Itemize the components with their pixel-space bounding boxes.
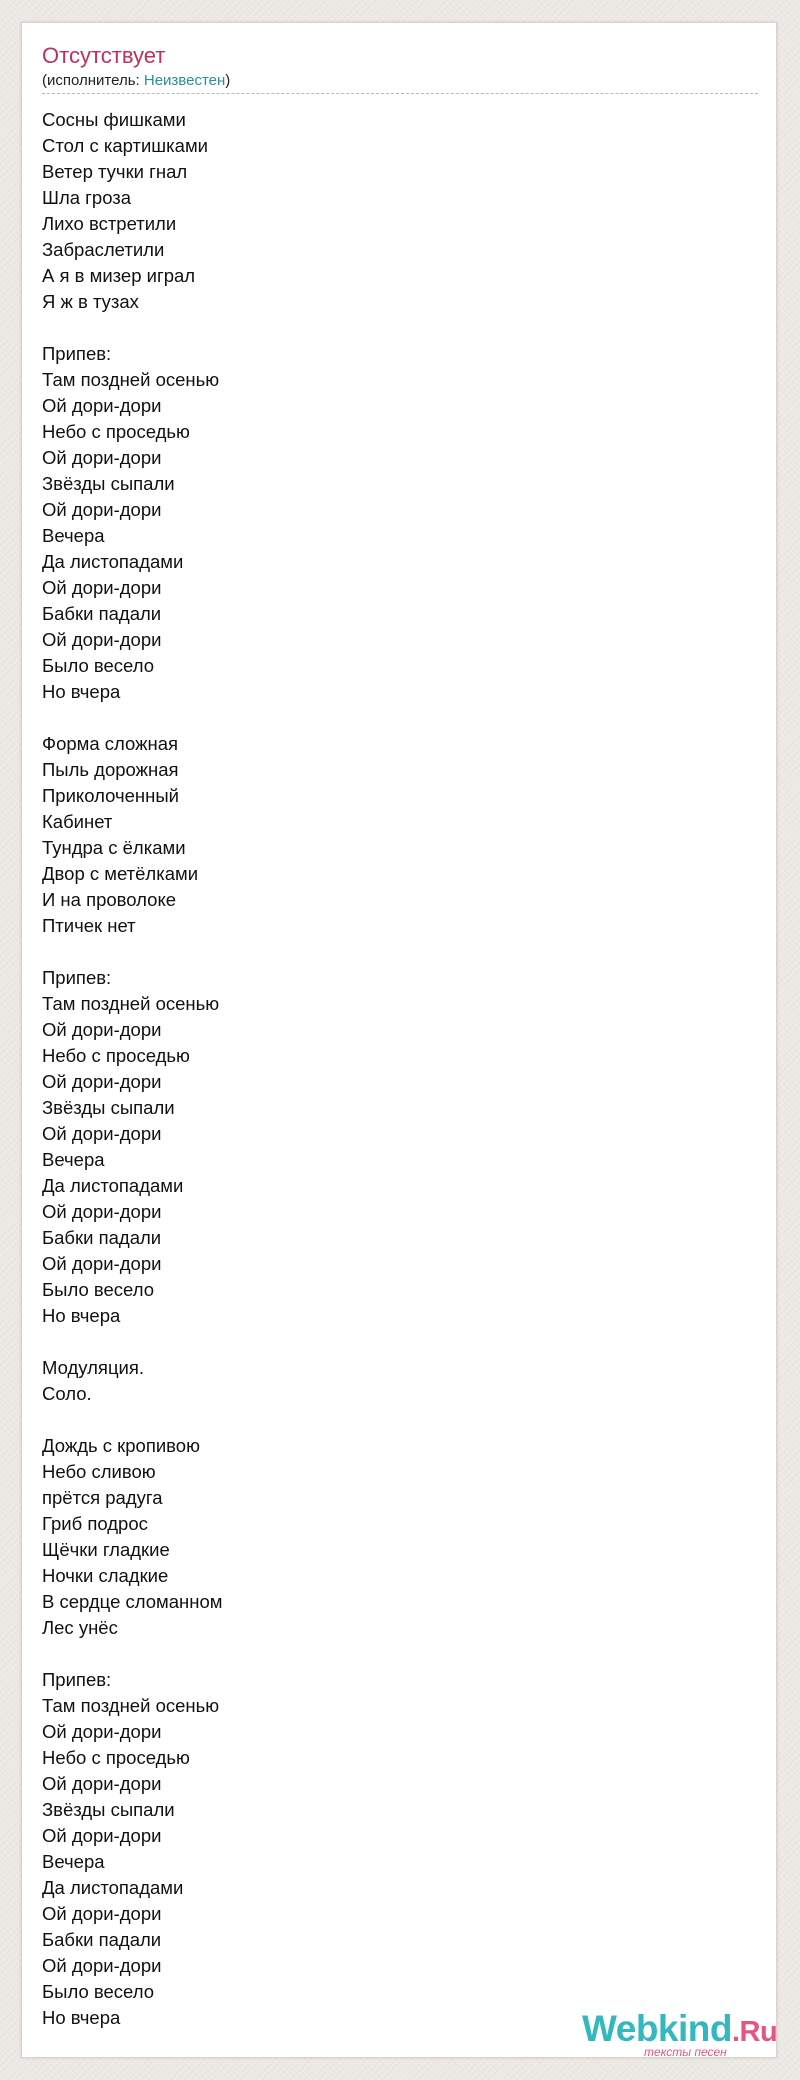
lyric-line: Ветер тучки гнал [42, 161, 188, 182]
lyric-line: В сердце сломанном [42, 1591, 223, 1612]
lyric-line: Дождь с кропивою [42, 1435, 200, 1456]
lyric-line: Вечера [42, 525, 105, 546]
stanza [42, 731, 742, 939]
lyric-line: Но вчера [42, 2007, 121, 2028]
lyric-line: Ой дори-дори [42, 1201, 162, 1222]
lyric-line: Ночки сладкие [42, 1565, 169, 1586]
lyric-line: Да листопадами [42, 1877, 184, 1898]
lyric-line: Модуляция. [42, 1357, 145, 1378]
lyric-line: Приколоченный [42, 785, 179, 806]
stanza [42, 1433, 742, 1641]
lyric-line: Лихо встретили [42, 213, 177, 234]
lyric-line: Вечера [42, 1149, 105, 1170]
lyric-line: Я ж в тузах [42, 291, 139, 312]
lyric-line: Ой дори-дори [42, 447, 162, 468]
lyric-line: Пыль дорожная [42, 759, 179, 780]
lyric-line: Ой дори-дори [42, 577, 162, 598]
lyric-line: Да листопадами [42, 551, 184, 572]
lyric-line: Звёзды сыпали [42, 1097, 175, 1118]
lyric-line: И на проволоке [42, 889, 177, 910]
lyric-line: Форма сложная [42, 733, 179, 754]
stanza [42, 107, 742, 315]
lyrics-card [21, 22, 777, 2058]
artist-line [42, 72, 230, 90]
artist-suffix: ) [225, 72, 231, 89]
lyric-line: Небо с проседью [42, 1045, 190, 1066]
logo-name: Webkind [582, 2008, 732, 2049]
lyric-line: Кабинет [42, 811, 113, 832]
lyric-line: Ой дори-дори [42, 629, 162, 650]
stanza [42, 1355, 742, 1407]
lyric-line: Небо с проседью [42, 421, 190, 442]
stanza [42, 965, 742, 1329]
lyric-line: Там поздней осенью [42, 993, 220, 1014]
artist-prefix: (исполнитель: [42, 72, 144, 89]
site-logo[interactable] [582, 2008, 778, 2059]
lyric-line: Было весело [42, 1981, 154, 2002]
lyric-line: Но вчера [42, 681, 121, 702]
lyric-line: Шла гроза [42, 187, 132, 208]
lyric-line: Гриб подрос [42, 1513, 148, 1534]
lyric-line: Стол с картишками [42, 135, 208, 156]
logo-tagline: тексты песен [644, 2045, 727, 2059]
title-divider [42, 93, 758, 94]
lyric-line: Было весело [42, 655, 154, 676]
lyric-line: Ой дори-дори [42, 1825, 162, 1846]
lyric-line: Припев: [42, 967, 112, 988]
lyric-line: Ой дори-дори [42, 1773, 162, 1794]
lyric-line: Лес унёс [42, 1617, 118, 1638]
lyric-line: Ой дори-дори [42, 1123, 162, 1144]
lyric-line: Звёзды сыпали [42, 473, 175, 494]
lyric-line: Там поздней осенью [42, 1695, 220, 1716]
lyric-line: Щёчки гладкие [42, 1539, 170, 1560]
lyric-line: Но вчера [42, 1305, 121, 1326]
lyric-line: Там поздней осенью [42, 369, 220, 390]
lyric-line: Двор с метёлками [42, 863, 199, 884]
lyrics-text [42, 107, 742, 2057]
lyric-line: Забраслетили [42, 239, 165, 260]
lyric-line: Сосны фишками [42, 109, 186, 130]
lyric-line: Ой дори-дори [42, 1019, 162, 1040]
lyric-line: Было весело [42, 1279, 154, 1300]
stanza [42, 341, 742, 705]
lyric-line: Ой дори-дори [42, 395, 162, 416]
lyric-line: Небо с проседью [42, 1747, 190, 1768]
lyric-line: Звёзды сыпали [42, 1799, 175, 1820]
lyric-line: Ой дори-дори [42, 1071, 162, 1092]
artist-link[interactable]: Неизвестен [143, 72, 226, 89]
lyric-line: Птичек нет [42, 915, 136, 936]
stanza [42, 1667, 742, 2031]
lyric-line: прётся радуга [42, 1487, 163, 1508]
lyric-line: Небо сливою [42, 1461, 156, 1482]
lyric-line: Ой дори-дори [42, 1955, 162, 1976]
lyric-line: Соло. [42, 1383, 92, 1404]
song-title: Отсутствует [42, 43, 166, 68]
lyric-line: А я в мизер играл [42, 265, 196, 286]
lyric-line: Ой дори-дори [42, 1721, 162, 1742]
lyric-line: Бабки падали [42, 603, 162, 624]
lyric-line: Ой дори-дори [42, 1903, 162, 1924]
lyric-line: Бабки падали [42, 1227, 162, 1248]
lyric-line: Ой дори-дори [42, 499, 162, 520]
lyric-line: Вечера [42, 1851, 105, 1872]
lyric-line: Припев: [42, 1669, 112, 1690]
logo-tld: .Ru [732, 2016, 778, 2048]
lyric-line: Да листопадами [42, 1175, 184, 1196]
lyric-line: Ой дори-дори [42, 1253, 162, 1274]
lyric-line: Припев: [42, 343, 112, 364]
lyric-line: Тундра с ёлками [42, 837, 186, 858]
lyric-line: Бабки падали [42, 1929, 162, 1950]
